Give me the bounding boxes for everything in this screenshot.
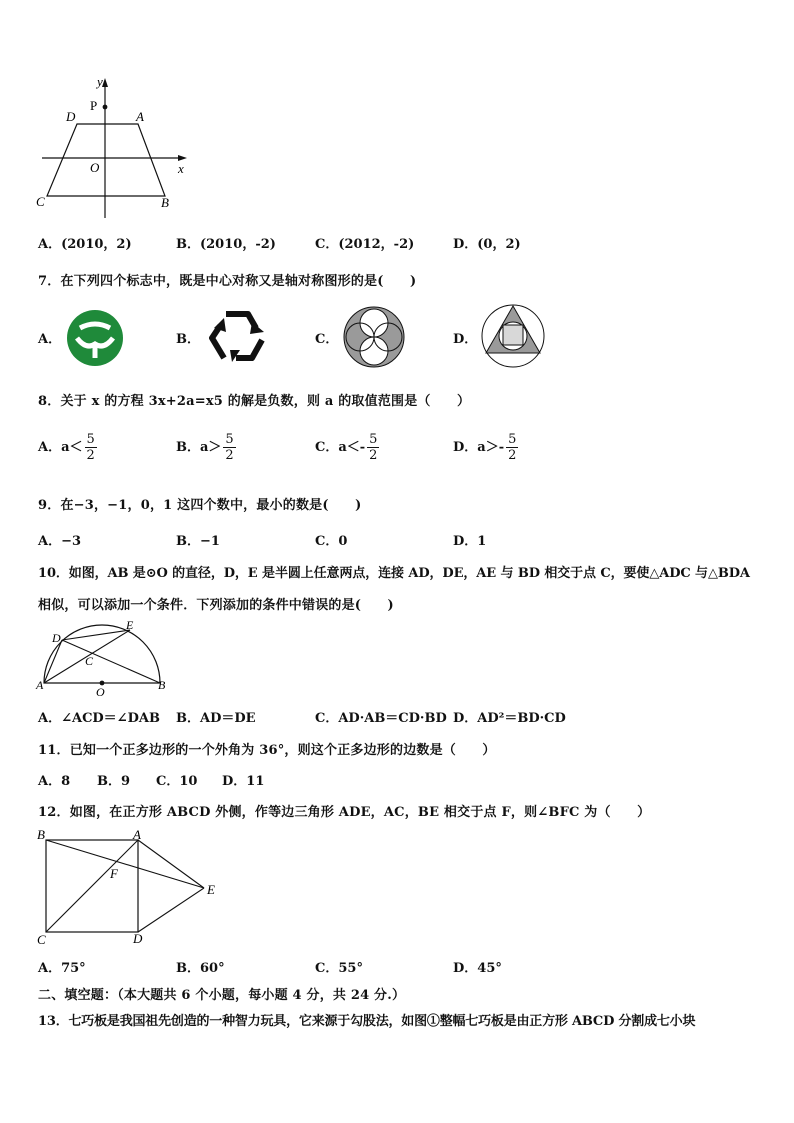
q9-question: 9．在−3，−1，0，1 这四个数中，最小的数是( ) xyxy=(38,498,362,513)
q12-square-figure xyxy=(32,826,228,948)
q9-option-a[interactable]: A．−3 xyxy=(38,534,82,549)
fraction-denominator: 2 xyxy=(508,448,517,463)
q6-label-p: P xyxy=(90,98,98,113)
q12-option-d[interactable]: D．45° xyxy=(453,961,502,976)
q12-label-b: B xyxy=(37,827,45,842)
q8-option-d-prefix: D．a＞- xyxy=(453,440,505,455)
q7-question: 7．在下列四个标志中，既是中心对称又是轴对称图形的是( ) xyxy=(38,274,417,289)
q12-label-a: A xyxy=(133,827,141,842)
q8-option-c-prefix: C．a＜- xyxy=(315,440,366,455)
q10-label-c: C xyxy=(85,654,94,668)
q11-option-c[interactable]: C．10 xyxy=(156,774,198,789)
q8-question: 8．关于 x 的方程 3x+2a=x5 的解是负数，则 a 的取值范围是（ ） xyxy=(38,394,471,409)
q8-option-b[interactable] xyxy=(176,432,236,463)
q10-semicircle-figure xyxy=(34,618,174,698)
q9-option-b[interactable]: B．−1 xyxy=(176,534,220,549)
triangle-in-circle-icon xyxy=(480,303,546,369)
q6-figure xyxy=(30,70,200,225)
q7-option-b-label[interactable]: B． xyxy=(176,332,200,347)
q10-option-d[interactable]: D．AD²＝BD·CD xyxy=(453,711,566,726)
fraction xyxy=(223,432,235,463)
q12-label-d: D xyxy=(133,931,143,946)
q6-option-d[interactable]: D．(0，2) xyxy=(453,237,521,252)
q7-option-c-label[interactable]: C． xyxy=(315,332,339,347)
fraction-denominator: 2 xyxy=(369,448,378,463)
q6-option-c[interactable]: C．(2012，-2) xyxy=(315,237,415,252)
fraction-numerator: 5 xyxy=(86,432,95,447)
recycle-icon xyxy=(204,304,270,366)
q12-question: 12．如图，在正方形 ABCD 外侧，作等边三角形 ADE，AC，BE 相交于点 F，则∠BFC 为（ ） xyxy=(38,805,651,820)
q9-option-d[interactable]: D．1 xyxy=(453,534,487,549)
q12-label-c: C xyxy=(37,932,46,947)
q6-label-a: A xyxy=(136,109,144,124)
q13-question: 13．七巧板是我国祖先创造的一种智力玩具，它来源于勾股法，如图①整幅七巧板是由正方形 ABCD 分割成七小块 xyxy=(38,1014,696,1029)
fraction-numerator: 5 xyxy=(508,432,517,447)
q6-option-b[interactable]: B．(2010，-2) xyxy=(176,237,276,252)
q10-label-o: O xyxy=(96,685,105,698)
q11-option-b[interactable]: B．9 xyxy=(97,774,131,789)
q10-label-e: E xyxy=(126,618,134,632)
fraction xyxy=(367,432,379,463)
q11-option-d[interactable]: D．11 xyxy=(222,774,265,789)
q10-label-b: B xyxy=(158,678,166,692)
q12-label-e: E xyxy=(207,882,215,897)
q7-option-a-label[interactable]: A． xyxy=(38,332,62,347)
q6-label-d: D xyxy=(66,109,76,124)
q6-label-x: x xyxy=(178,161,184,176)
section-2-heading: 二、填空题：（本大题共 6 个小题，每小题 4 分，共 24 分.） xyxy=(38,988,406,1003)
fraction-numerator: 5 xyxy=(369,432,378,447)
q12-option-b[interactable]: B．60° xyxy=(176,961,225,976)
q10-label-a: A xyxy=(36,678,44,692)
fraction-denominator: 2 xyxy=(86,448,95,463)
q12-option-a[interactable]: A．75° xyxy=(38,961,86,976)
fraction xyxy=(85,432,97,463)
q6-label-y: y xyxy=(97,74,103,89)
q8-option-a[interactable] xyxy=(38,432,97,463)
q8-option-a-prefix: A．a＜ xyxy=(38,440,83,455)
q10-label-d: D xyxy=(52,631,61,645)
fraction-denominator: 2 xyxy=(225,448,234,463)
green-food-logo-icon xyxy=(64,308,126,368)
q12-label-f: F xyxy=(110,866,118,881)
q6-label-b: B xyxy=(161,195,169,210)
fraction xyxy=(506,432,518,463)
q8-option-c[interactable] xyxy=(315,432,379,463)
q12-option-c[interactable]: C．55° xyxy=(315,961,363,976)
q11-option-a[interactable]: A．8 xyxy=(38,774,71,789)
q7-option-d-label[interactable]: D． xyxy=(453,332,478,347)
q9-option-c[interactable]: C．0 xyxy=(315,534,348,549)
q6-label-o: O xyxy=(90,160,100,175)
q10-option-b[interactable]: B．AD＝DE xyxy=(176,711,256,726)
q10-option-a[interactable]: A．∠ACD＝∠DAB xyxy=(38,711,160,726)
q11-question: 11．已知一个正多边形的一个外角为 36°，则这个正多边形的边数是（ ） xyxy=(38,743,496,758)
q10-question-line2: 相似，可以添加一个条件．下列添加的条件中错误的是( ) xyxy=(38,598,394,613)
four-circle-symbol-icon xyxy=(342,305,406,369)
q8-option-b-prefix: B．a＞ xyxy=(176,440,222,455)
q10-question-line1: 10．如图，AB 是⊙O 的直径，D，E 是半圆上任意两点，连接 AD，DE，AE 与 BD 相交于点 C，要使△ADC 与△BDA xyxy=(38,566,750,581)
q6-option-a[interactable]: A．(2010，2) xyxy=(38,237,132,252)
q8-option-d[interactable] xyxy=(453,432,518,463)
q10-option-c[interactable]: C．AD·AB＝CD·BD xyxy=(315,711,447,726)
q6-label-c: C xyxy=(36,194,45,209)
fraction-numerator: 5 xyxy=(225,432,234,447)
